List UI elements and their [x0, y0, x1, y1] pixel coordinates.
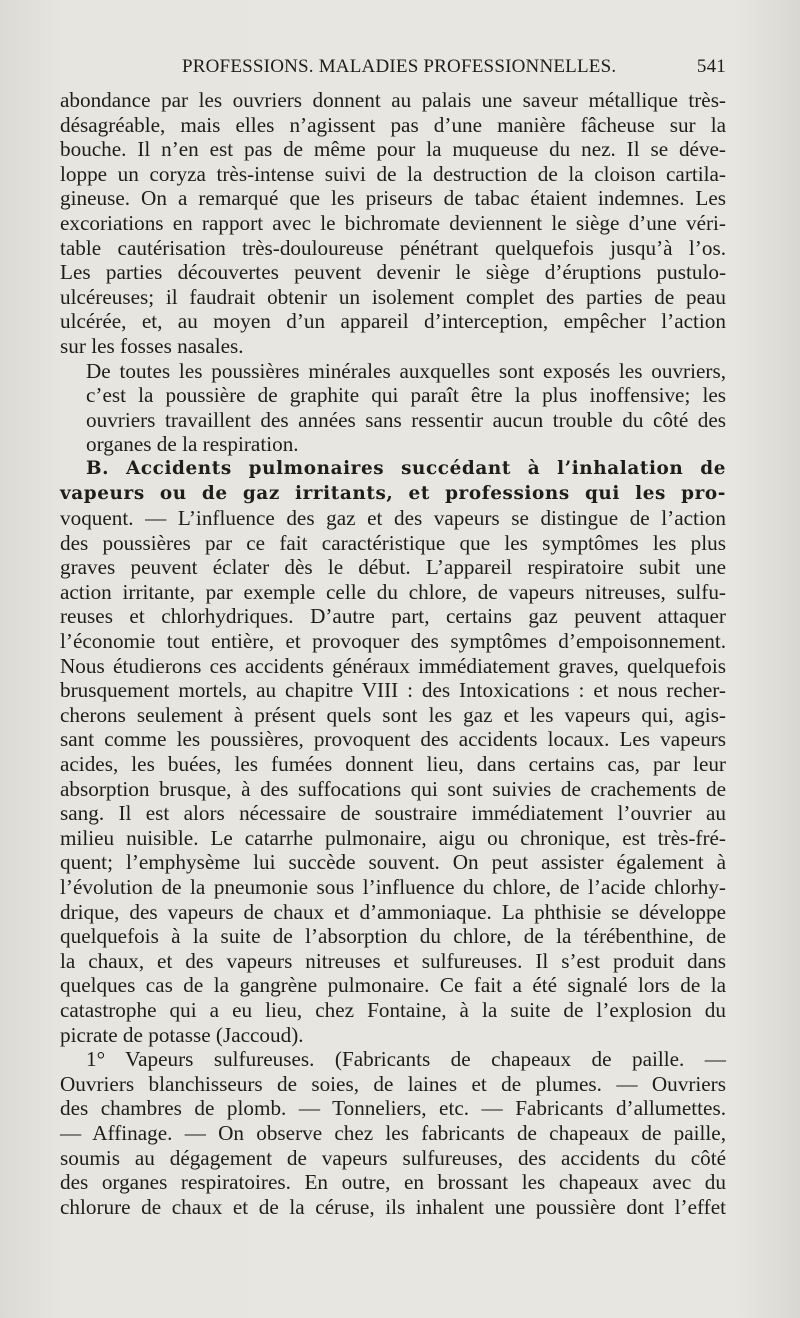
section-heading-line: B. Accidents pulmonaires succédant à l’inhalation de — [86, 457, 726, 479]
text-line: 1° Vapeurs sulfureuses. (Fabricants de chapeaux de paille. — — [86, 1047, 726, 1072]
text-line: excoriations en rapport avec le bichromate deviennent le siège d’une véri- — [60, 210, 726, 235]
paragraph — [60, 359, 726, 457]
text-line: acides, les buées, les fumées donnent lieu, dans certains cas, par leur — [60, 752, 726, 777]
text-line: De toutes les poussières minérales auxquelles sont exposés les ouvriers, — [86, 358, 726, 383]
text-line: quelques cas de la gangrène pulmonaire. Ce fait a été signalé lors de la — [60, 973, 726, 998]
text-line: reuses et chlorhydriques. D’autre part, certains gaz peuvent attaquer — [60, 604, 726, 629]
text-line: c’est la poussière de graphite qui paraît être la plus inoffensive; les — [86, 383, 726, 408]
text-line: picrate de potasse (Jaccoud). — [60, 1022, 304, 1047]
running-header — [60, 56, 726, 84]
text-line: loppe un coryza très-intense suivi de la destruction de la cloison cartila- — [60, 161, 726, 186]
text-line: catastrophe qui a eu lieu, chez Fontaine, à la suite de l’explosion du — [60, 997, 726, 1022]
text-line: sant comme les poussières, provoquent des accidents locaux. Les vapeurs — [60, 727, 726, 752]
text-line: Nous étudierons ces accidents généraux immédiatement graves, quelquefois — [60, 653, 726, 678]
text-line: quelquefois à la suite de l’absorption du chlore, de la térébenthine, de — [60, 924, 726, 949]
text-line: table cautérisation très-douloureuse pénétrant quelquefois jusqu’à l’os. — [60, 235, 726, 260]
text-line: sang. Il est alors nécessaire de soustraire immédiatement l’ouvrier au — [60, 801, 726, 826]
text-line: cherons seulement à présent quels sont les gaz et les vapeurs qui, agis- — [60, 702, 726, 727]
paragraph — [60, 88, 726, 359]
section-heading-line: vapeurs ou de gaz irritants, et professions qui les pro- — [60, 482, 726, 504]
text-line: Les parties découvertes peuvent devenir le siège d’éruptions pustulo- — [60, 260, 726, 285]
text-line: l’évolution de la pneumonie sous l’influence du chlore, de l’acide chlorhy- — [60, 875, 726, 899]
text-line: des chambres de plomb. — Tonneliers, etc. — Fabricants d’allumettes. — [60, 1096, 726, 1121]
text-line: milieu nuisible. Le catarrhe pulmonaire, aigu ou chronique, est très-fré- — [60, 825, 726, 850]
text-line: désagréable, mais elles n’agissent pas d’une manière fâcheuse sur la — [60, 112, 726, 137]
text-line: ulcéreuses; il faudrait obtenir un isolement complet des parties de peau — [60, 284, 726, 309]
text-line: absorption brusque, à des suffocations qui sont suivies de crachements de — [60, 776, 726, 801]
text-line: brusquement mortels, au chapitre VIII : des Intoxications : et nous recher- — [60, 678, 726, 703]
subsection-paragraph — [60, 1047, 726, 1219]
text-line: bouche. Il n’en est pas de même pour la muqueuse du nez. Il se déve- — [60, 137, 726, 162]
text-line: des poussières par ce fait caractéristique que les symptômes les plus — [60, 530, 726, 555]
text-line: l’économie tout entière, et provoquer des symptômes d’empoisonnement. — [60, 629, 726, 654]
text-line: chlorure de chaux et de la céruse, ils inhalent une poussière dont l’effet — [60, 1194, 726, 1219]
text-line: voquent. — L’influence des gaz et des vapeurs se distingue de l’action — [60, 506, 726, 531]
text-line: drique, des vapeurs de chaux et d’ammoniaque. La phthisie se développe — [60, 899, 726, 924]
text-line: organes de la respiration. — [86, 432, 299, 457]
text-line: abondance par les ouvriers donnent au palais une saveur métallique très- — [60, 88, 726, 112]
text-line: des organes respiratoires. En outre, en brossant les chapeaux avec du — [60, 1170, 726, 1195]
page-number: 541 — [696, 56, 726, 77]
text-line: soumis au dégagement de vapeurs sulfureuses, des accidents du côté — [60, 1145, 726, 1170]
text-line: ulcérée, et, au moyen d’un appareil d’interception, empêcher l’action — [60, 309, 726, 334]
text-line: la chaux, et des vapeurs nitreuses et sulfureuses. Il s’est produit dans — [60, 948, 726, 973]
running-title: PROFESSIONS. MALADIES PROFESSIONNELLES. — [182, 56, 617, 77]
text-line: quent; l’emphysème lui succède souvent. On peut assister également à — [60, 850, 726, 875]
text-line: graves peuvent éclater dès le début. L’appareil respiratoire subit une — [60, 555, 726, 580]
page-body — [60, 88, 726, 1219]
text-line: action irritante, par exemple celle du chlore, de vapeurs nitreuses, sulfu- — [60, 579, 726, 604]
text-line: gineuse. On a remarqué que les priseurs de tabac étaient indemnes. Les — [60, 186, 726, 211]
text-line: ouvriers travaillent des années sans ressentir aucun trouble du côté des — [86, 407, 726, 432]
section-b-paragraph — [60, 457, 726, 1047]
text-line: — Affinage. — On observe chez les fabricants de chapeaux de paille, — [60, 1120, 726, 1145]
text-line: sur les fosses nasales. — [60, 333, 244, 358]
text-line: Ouvriers blanchisseurs de soies, de laines et de plumes. — Ouvriers — [60, 1071, 726, 1096]
